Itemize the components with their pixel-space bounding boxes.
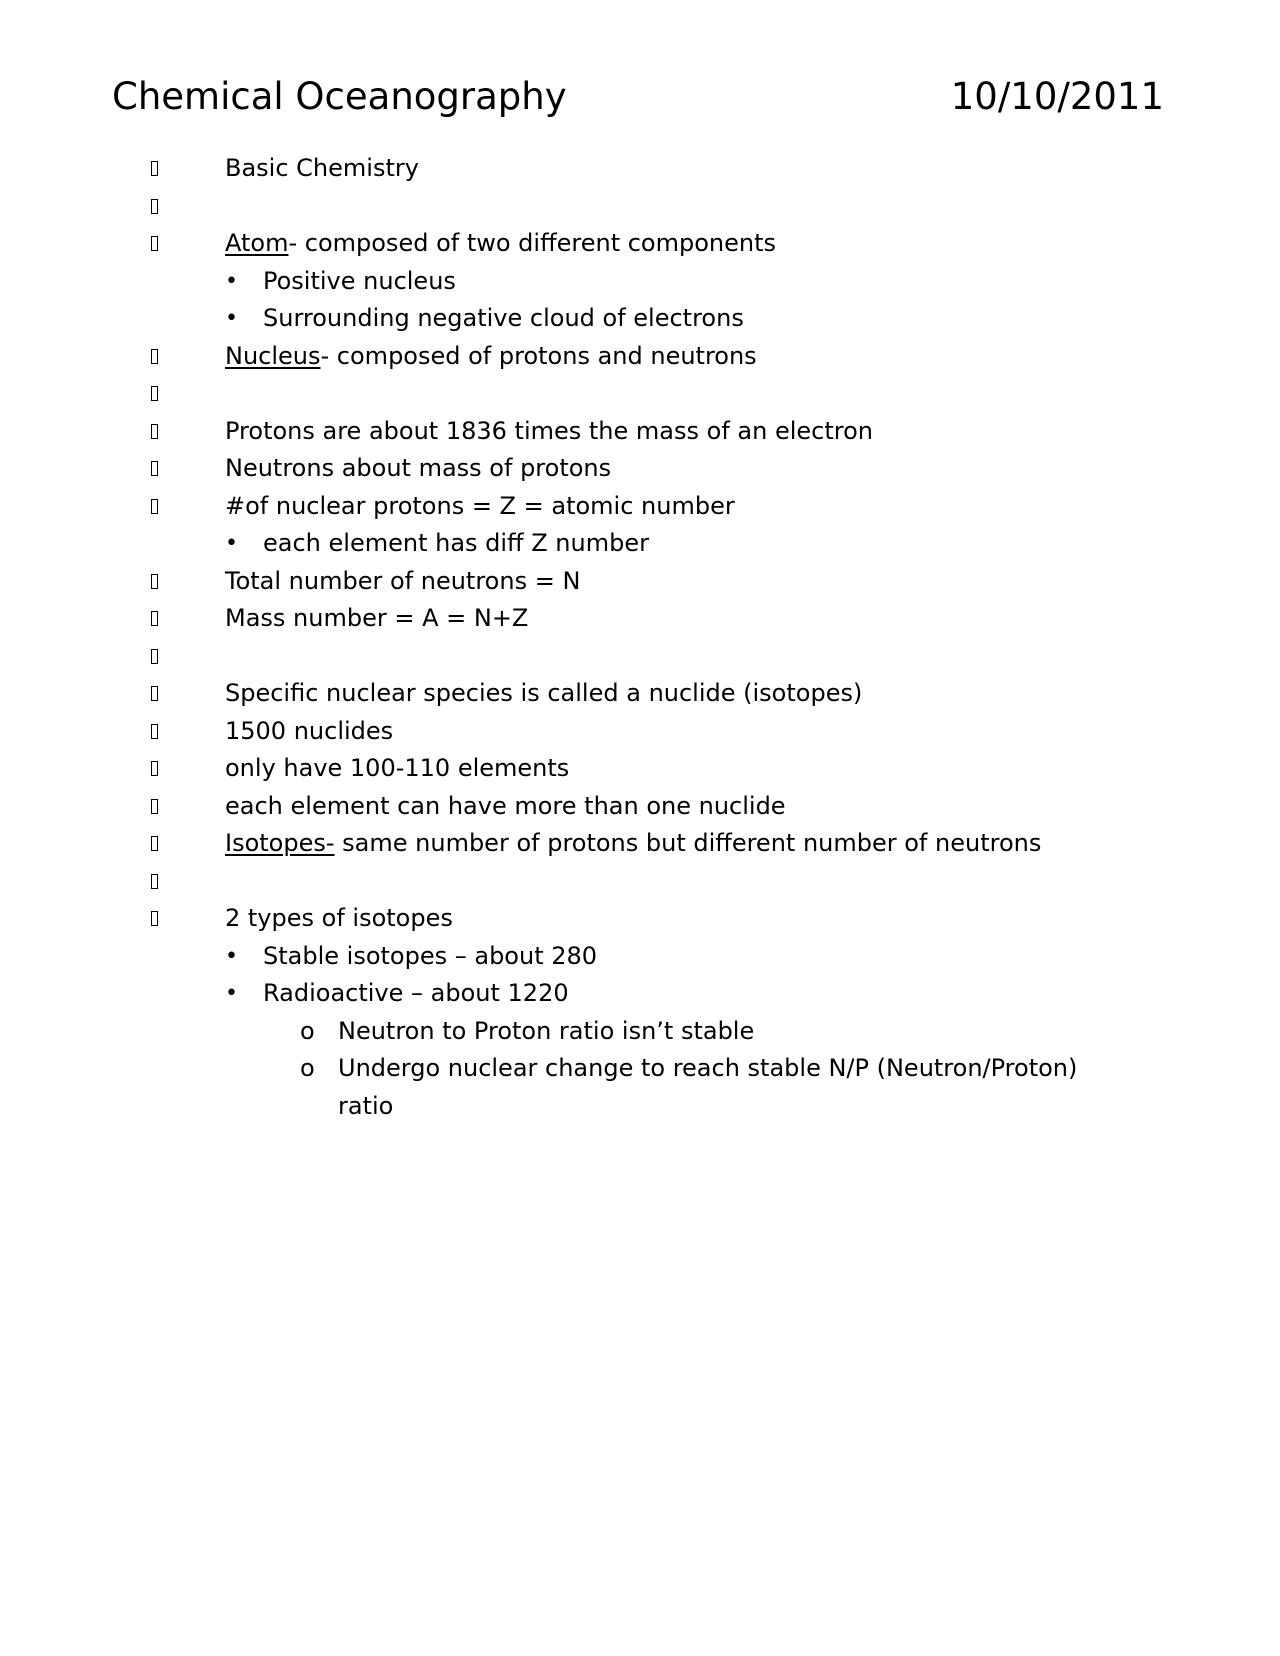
term-atom: Atom: [225, 229, 289, 257]
bullet-text: Radioactive – about 1220: [263, 979, 569, 1007]
document-title: Chemical Oceanography: [112, 75, 567, 118]
term-isotopes: Isotopes-: [225, 829, 335, 857]
bullet-line: [0, 525, 1280, 563]
note-text: Mass number = A = N+Z: [225, 604, 529, 632]
note-line: [0, 450, 1280, 488]
sub-bullet-text: Neutron to Proton ratio isn’t stable: [338, 1016, 755, 1045]
definition-isotopes: same number of protons but different number of neutrons: [334, 829, 1042, 857]
note-line: [0, 788, 1280, 826]
notes-body: [0, 150, 1280, 1125]
note-line: [0, 675, 1280, 713]
sub-bullet-icon: o: [300, 1016, 315, 1045]
note-line: [0, 413, 1280, 451]
checkbox-marker-icon: [149, 675, 163, 713]
note-text: 1500 nuclides: [225, 716, 394, 745]
note-line-empty: [0, 863, 1280, 901]
checkbox-marker-icon: [149, 825, 163, 863]
checkbox-marker-icon: [149, 638, 163, 676]
note-text: Neutrons about mass of protons: [225, 454, 612, 482]
checkbox-marker-icon: [149, 563, 163, 601]
note-line: [0, 488, 1280, 526]
sub-bullet-continuation: [0, 1088, 1280, 1126]
bullet-line: [0, 938, 1280, 976]
definition-nucleus: - composed of protons and neutrons: [320, 341, 757, 370]
definition-atom: - composed of two different components: [288, 229, 777, 257]
note-line: [0, 563, 1280, 601]
note-text: Specific nuclear species is called a nuclide (isotopes): [225, 679, 863, 707]
bullet-line: [0, 263, 1280, 301]
note-line: [0, 750, 1280, 788]
sub-bullet-line: [0, 1013, 1280, 1051]
checkbox-marker-icon: [149, 713, 163, 751]
checkbox-marker-icon: [149, 338, 163, 376]
checkbox-marker-icon: [149, 488, 163, 526]
checkbox-marker-icon: [149, 750, 163, 788]
note-line-empty: [0, 638, 1280, 676]
bullet-line: [0, 975, 1280, 1013]
sub-bullet-text: Undergo nuclear change to reach stable N/P (Neutron/Proton): [338, 1054, 1078, 1082]
note-line: [0, 713, 1280, 751]
note-text: [225, 338, 757, 376]
bullet-icon: •: [225, 943, 238, 969]
bullet-text: Surrounding negative cloud of electrons: [263, 304, 744, 332]
note-line: [0, 600, 1280, 638]
checkbox-marker-icon: [149, 150, 163, 188]
checkbox-marker-icon: [149, 375, 163, 413]
document-date: 10/10/2011: [950, 75, 1164, 118]
checkbox-marker-icon: [149, 450, 163, 488]
note-line: [0, 825, 1280, 863]
bullet-icon: •: [225, 531, 238, 556]
sub-bullet-line: [0, 1050, 1280, 1088]
note-text: [225, 825, 1041, 863]
checkbox-marker-icon: [149, 225, 163, 263]
checkbox-marker-icon: [149, 900, 163, 938]
note-line: [0, 900, 1280, 938]
document-header: [112, 72, 1164, 122]
bullet-text: Stable isotopes – about 280: [263, 941, 598, 970]
bullet-text: each element has diff Z number: [263, 529, 649, 557]
note-text: only have 100-110 elements: [225, 754, 570, 782]
note-text: each element can have more than one nuclide: [225, 791, 786, 820]
bullet-text: Positive nucleus: [263, 266, 456, 295]
note-text: [225, 225, 776, 263]
checkbox-marker-icon: [149, 863, 163, 901]
note-line-empty: [0, 188, 1280, 226]
checkbox-marker-icon: [149, 788, 163, 826]
bullet-icon: •: [225, 268, 238, 294]
note-line-empty: [0, 375, 1280, 413]
term-nucleus: Nucleus: [225, 341, 321, 370]
checkbox-marker-icon: [149, 413, 163, 451]
note-line: [0, 150, 1280, 188]
note-text: 2 types of isotopes: [225, 904, 453, 932]
bullet-icon: •: [225, 981, 238, 1006]
note-text: Basic Chemistry: [225, 154, 419, 182]
sub-bullet-text: ratio: [338, 1091, 394, 1120]
note-line: [0, 338, 1280, 376]
note-text: Protons are about 1836 times the mass of an electron: [225, 416, 873, 445]
note-text: Total number of neutrons = N: [225, 566, 581, 595]
bullet-icon: •: [225, 306, 238, 331]
checkbox-marker-icon: [149, 600, 163, 638]
note-line: [0, 225, 1280, 263]
sub-bullet-icon: o: [300, 1054, 315, 1082]
note-text: #of nuclear protons = Z = atomic number: [225, 491, 735, 520]
bullet-line: [0, 300, 1280, 338]
checkbox-marker-icon: [149, 188, 163, 226]
